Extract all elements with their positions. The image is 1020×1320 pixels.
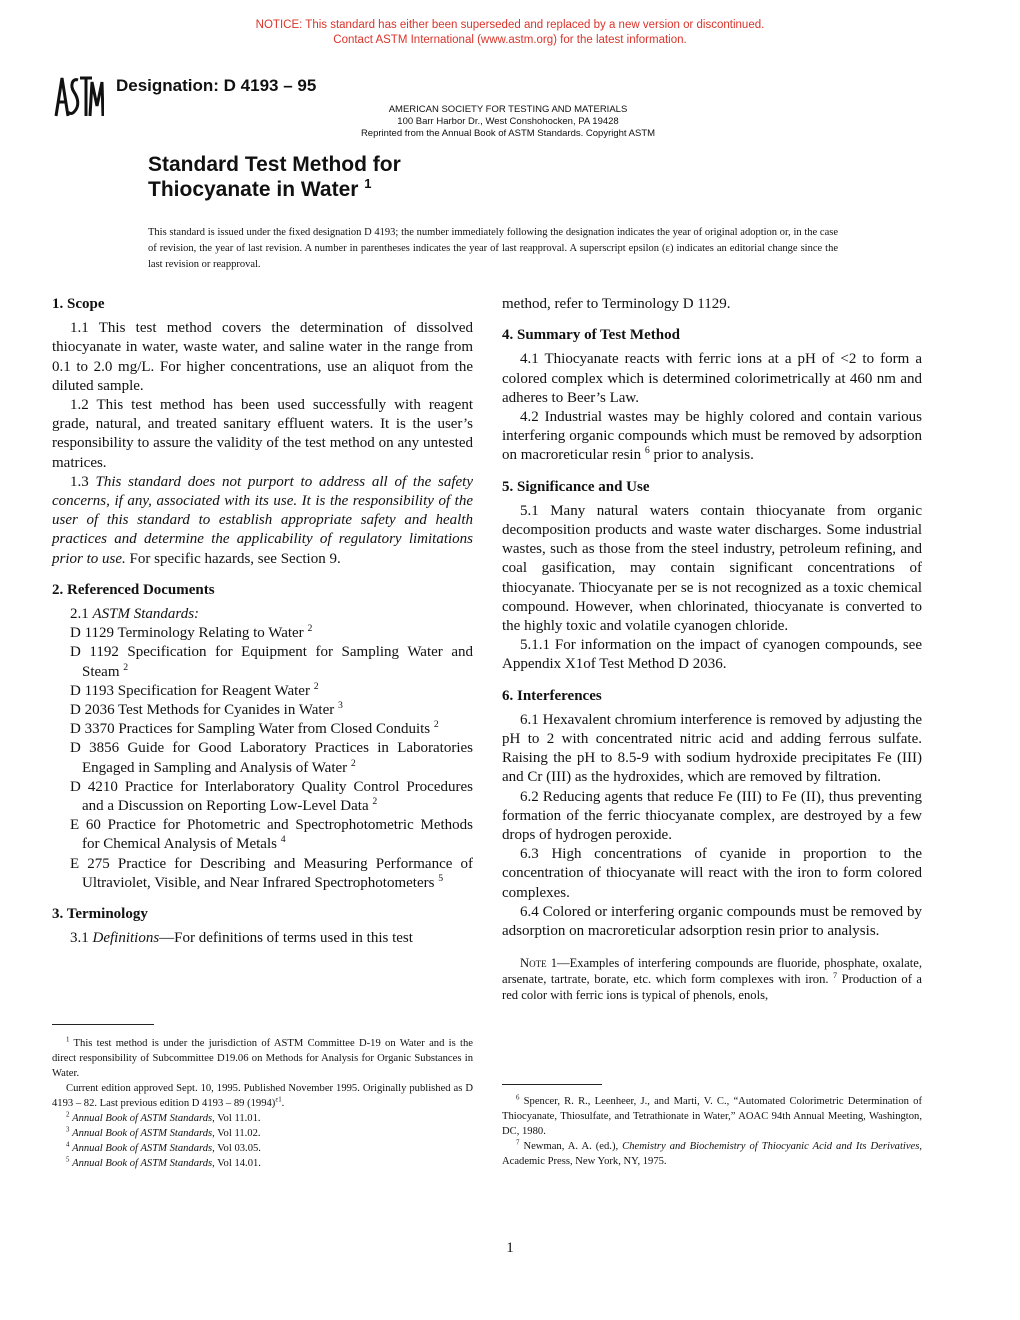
section-heading-terminology: 3. Terminology — [52, 906, 148, 923]
paragraph-6-2: 6.2 Reducing agents that reduce Fe (III) to Fe (II), thus preventing formation of the ferric thiocyanate complex, are destroyed by a few drops of hydrogen peroxide. — [502, 788, 922, 844]
society-block — [330, 104, 686, 140]
title-line-1: Standard Test Method for — [148, 153, 401, 176]
paragraph-5-1-1: 5.1.1 For information on the impact of cyanogen compounds, see Appendix X1of Test Method D 2036. — [502, 637, 922, 673]
section-heading-significance: 5. Significance and Use — [502, 478, 650, 495]
society-address: 100 Barr Harbor Dr., West Conshohocken, PA 19428 — [397, 116, 619, 127]
ref-item: D 1193 Specification for Reagent Water $^2$ — [70, 680, 319, 699]
paragraph-1-3: 1.3 This standard does not purport to address all of the safety concerns, if any, associated with its use. It is the responsibility of the user of this standard to establish appropriate safety and health practices and determine the applicability of regulatory limitations prior to use. For specific hazards, see Section 9. — [52, 473, 474, 567]
ref-item: E 275 Practice for Describing and Measuring Performance of Ultraviolet, Visible, and Near Infrared Spectrophotometers $^5$ — [70, 855, 473, 891]
paragraph-1-2: 1.2 This test method has been used successfully with reagent grade, natural, and treated sanitary effluent waters. It is the user’s responsibility to assure the validity of the test method on any untested matrices. — [52, 397, 473, 471]
footnotes-left — [52, 1036, 473, 1171]
footnote-divider-left — [52, 1024, 154, 1025]
supersede-notice — [0, 18, 1020, 48]
footnote-divider-right — [502, 1084, 602, 1085]
paragraph-3-1: 3.1 Definitions—For definitions of terms used in this test — [70, 930, 413, 947]
ref-item: D 1129 Terminology Relating to Water $^2$ — [70, 623, 313, 642]
note-1: Note 1—Examples of interfering compounds are fluoride, phosphate, oxalate, arsenate, tartrate, borate, etc. which form complexes with iron. $^7$ Production of a red color with ferric ions is typical of phenols, enols, — [502, 956, 922, 1003]
paragraph-4-2: 4.2 Industrial wastes may be highly colored and contain various interfering organic compounds which must be removed by adsorption on macroreticular resin $^6$ prior to analysis. — [502, 409, 922, 464]
paragraph-2-1: 2.1 ASTM Standards: — [70, 606, 200, 623]
ref-item: E 60 Practice for Photometric and Spectrophotometric Methods for Chemical Analysis of Metals $^4$ — [70, 817, 473, 853]
issuance-statement: This standard is issued under the fixed designation D 4193; the number immediately following the designation indicates the year of original adoption or, in the case of revision, the year of last revision. A number in parentheses indicates the year of last reapproval. A superscript epsilon (ε) indicates an editorial change since the last revision or reapproval. — [148, 227, 838, 270]
ref-item: D 2036 Test Methods for Cyanides in Water $^3$ — [70, 700, 343, 719]
footnote-1-edition: Current edition approved Sept. 10, 1995. Published November 1995. Originally published as D 4193 – 82. Last previous edition D 4193 – 89 $(1994)^{\varepsilon 1}$. — [52, 1083, 473, 1109]
page-number: 1 — [506, 1240, 514, 1256]
notice-line-1: NOTICE: This standard has either been superseded and replaced by a new version or discontinued. — [255, 19, 765, 31]
title-line-2: Thiocyanate in Water $^1$ — [148, 176, 372, 201]
ref-item: D 3856 Guide for Good Laboratory Practices in Laboratories Engaged in Sampling and Analysis of Water $^2$ — [70, 740, 473, 776]
paragraph-6-4: 6.4 Colored or interfering organic compounds must be removed by adsorption on macroreticular adsorption resin prior to analysis. — [502, 903, 922, 940]
footnote-4: $^4$ Annual Book of ASTM Standards, Vol 03.05. — [66, 1141, 261, 1154]
footnote-7: $^7$ Newman, A. A. (ed.), Chemistry and Biochemistry of Thiocyanic Acid and Its Derivatives, Academic Press, New York, NY, 1975. — [502, 1139, 923, 1167]
section-heading-interferences: 6. Interferences — [502, 687, 602, 704]
paragraph-4-1: 4.1 Thiocyanate reacts with ferric ions at a pH of <2 to form a colored complex which is determined colorimetrically at 460 nm and adheres to Beer’s Law. — [502, 351, 922, 406]
section-heading-summary: 4. Summary of Test Method — [502, 327, 680, 344]
document-title — [148, 152, 401, 202]
footnote-3: $^3$ Annual Book of ASTM Standards, Vol 11.02. — [66, 1126, 261, 1139]
footnotes-right — [502, 1094, 922, 1169]
reprint-line: Reprinted from the Annual Book of ASTM Standards. Copyright ASTM — [360, 128, 656, 139]
section-heading-referenced-documents: 2. Referenced Documents — [52, 581, 215, 598]
paragraph-5-1: 5.1 Many natural waters contain thiocyanate from organic decomposition products and waste water discharges. Some industrial wastes, such as those from the steel industry, petroleum refining, and coal gasification, may contain significant concentrations of thiocyanate. Thiocyanate per se is not recognized as a toxic chemical compound. However, when chlorinated, thiocyanate is converted to the highly toxic and volatile cyanogen chloride. — [502, 502, 922, 635]
right-column — [502, 295, 922, 1003]
paragraph-3-1-continued: method, refer to Terminology D 1129. — [502, 296, 731, 312]
ref-item: D 1192 Specification for Equipment for Sampling Water and Steam $^2$ — [70, 644, 473, 680]
paragraph-6-1: 6.1 Hexavalent chromium interference is removed by adjusting the pH to 2 with concentrated nitric acid and adding ferrous sulfate. Raising the pH to 8.5-9 with sodium hydroxide precipitates Fe (III) and Cr (III) as the hydroxides, which are removed by filtration. — [502, 711, 922, 786]
footnote-5: $^5$ Annual Book of ASTM Standards, Vol 14.01. — [66, 1156, 261, 1169]
paragraph-6-3: 6.3 High concentrations of cyanide in proportion to the concentration of thiocyanate will react with the iron to form colored complexes. — [502, 846, 922, 901]
astm-logo-icon — [52, 72, 104, 120]
left-column — [52, 295, 473, 949]
notice-line-2: Contact ASTM International (www.astm.org) for the latest information. — [333, 34, 687, 46]
section-heading-scope: 1. Scope — [52, 296, 105, 312]
footnote-6: $^6$ Spencer, R. R., Leenheer, J., and Marti, V. C., “Automated Colorimetric Determination of Thiocyanate, Thiosulfate, and Tetrathionate in Water,” AOAC 94th Annual Meeting, Washington, DC, 1980. — [502, 1094, 922, 1137]
footnote-1: $^1$ This test method is under the jurisdiction of ASTM Committee D-19 on Water and is the direct responsibility of Subcommittee D19.06 on Methods for Analysis for Organic Substances in Water. — [52, 1036, 473, 1079]
footnote-2: $^2$ Annual Book of ASTM Standards, Vol 11.01. — [66, 1111, 261, 1124]
designation: Designation: D 4193 – 95 — [116, 76, 317, 95]
ref-item: D 4210 Practice for Interlaboratory Quality Control Procedures and a Discussion on Reporting Low-Level Data $^2$ — [70, 778, 473, 815]
ref-item: D 3370 Practices for Sampling Water from Closed Conduits $^2$ — [70, 719, 439, 738]
paragraph-1-1: 1.1 This test method covers the determination of dissolved thiocyanate in water, waste water, and saline water in the range from 0.1 to 2.0 mg/L. For higher concentrations, use an aliquot from the diluted sample. — [52, 320, 473, 394]
society-name: AMERICAN SOCIETY FOR TESTING AND MATERIALS — [388, 104, 628, 115]
